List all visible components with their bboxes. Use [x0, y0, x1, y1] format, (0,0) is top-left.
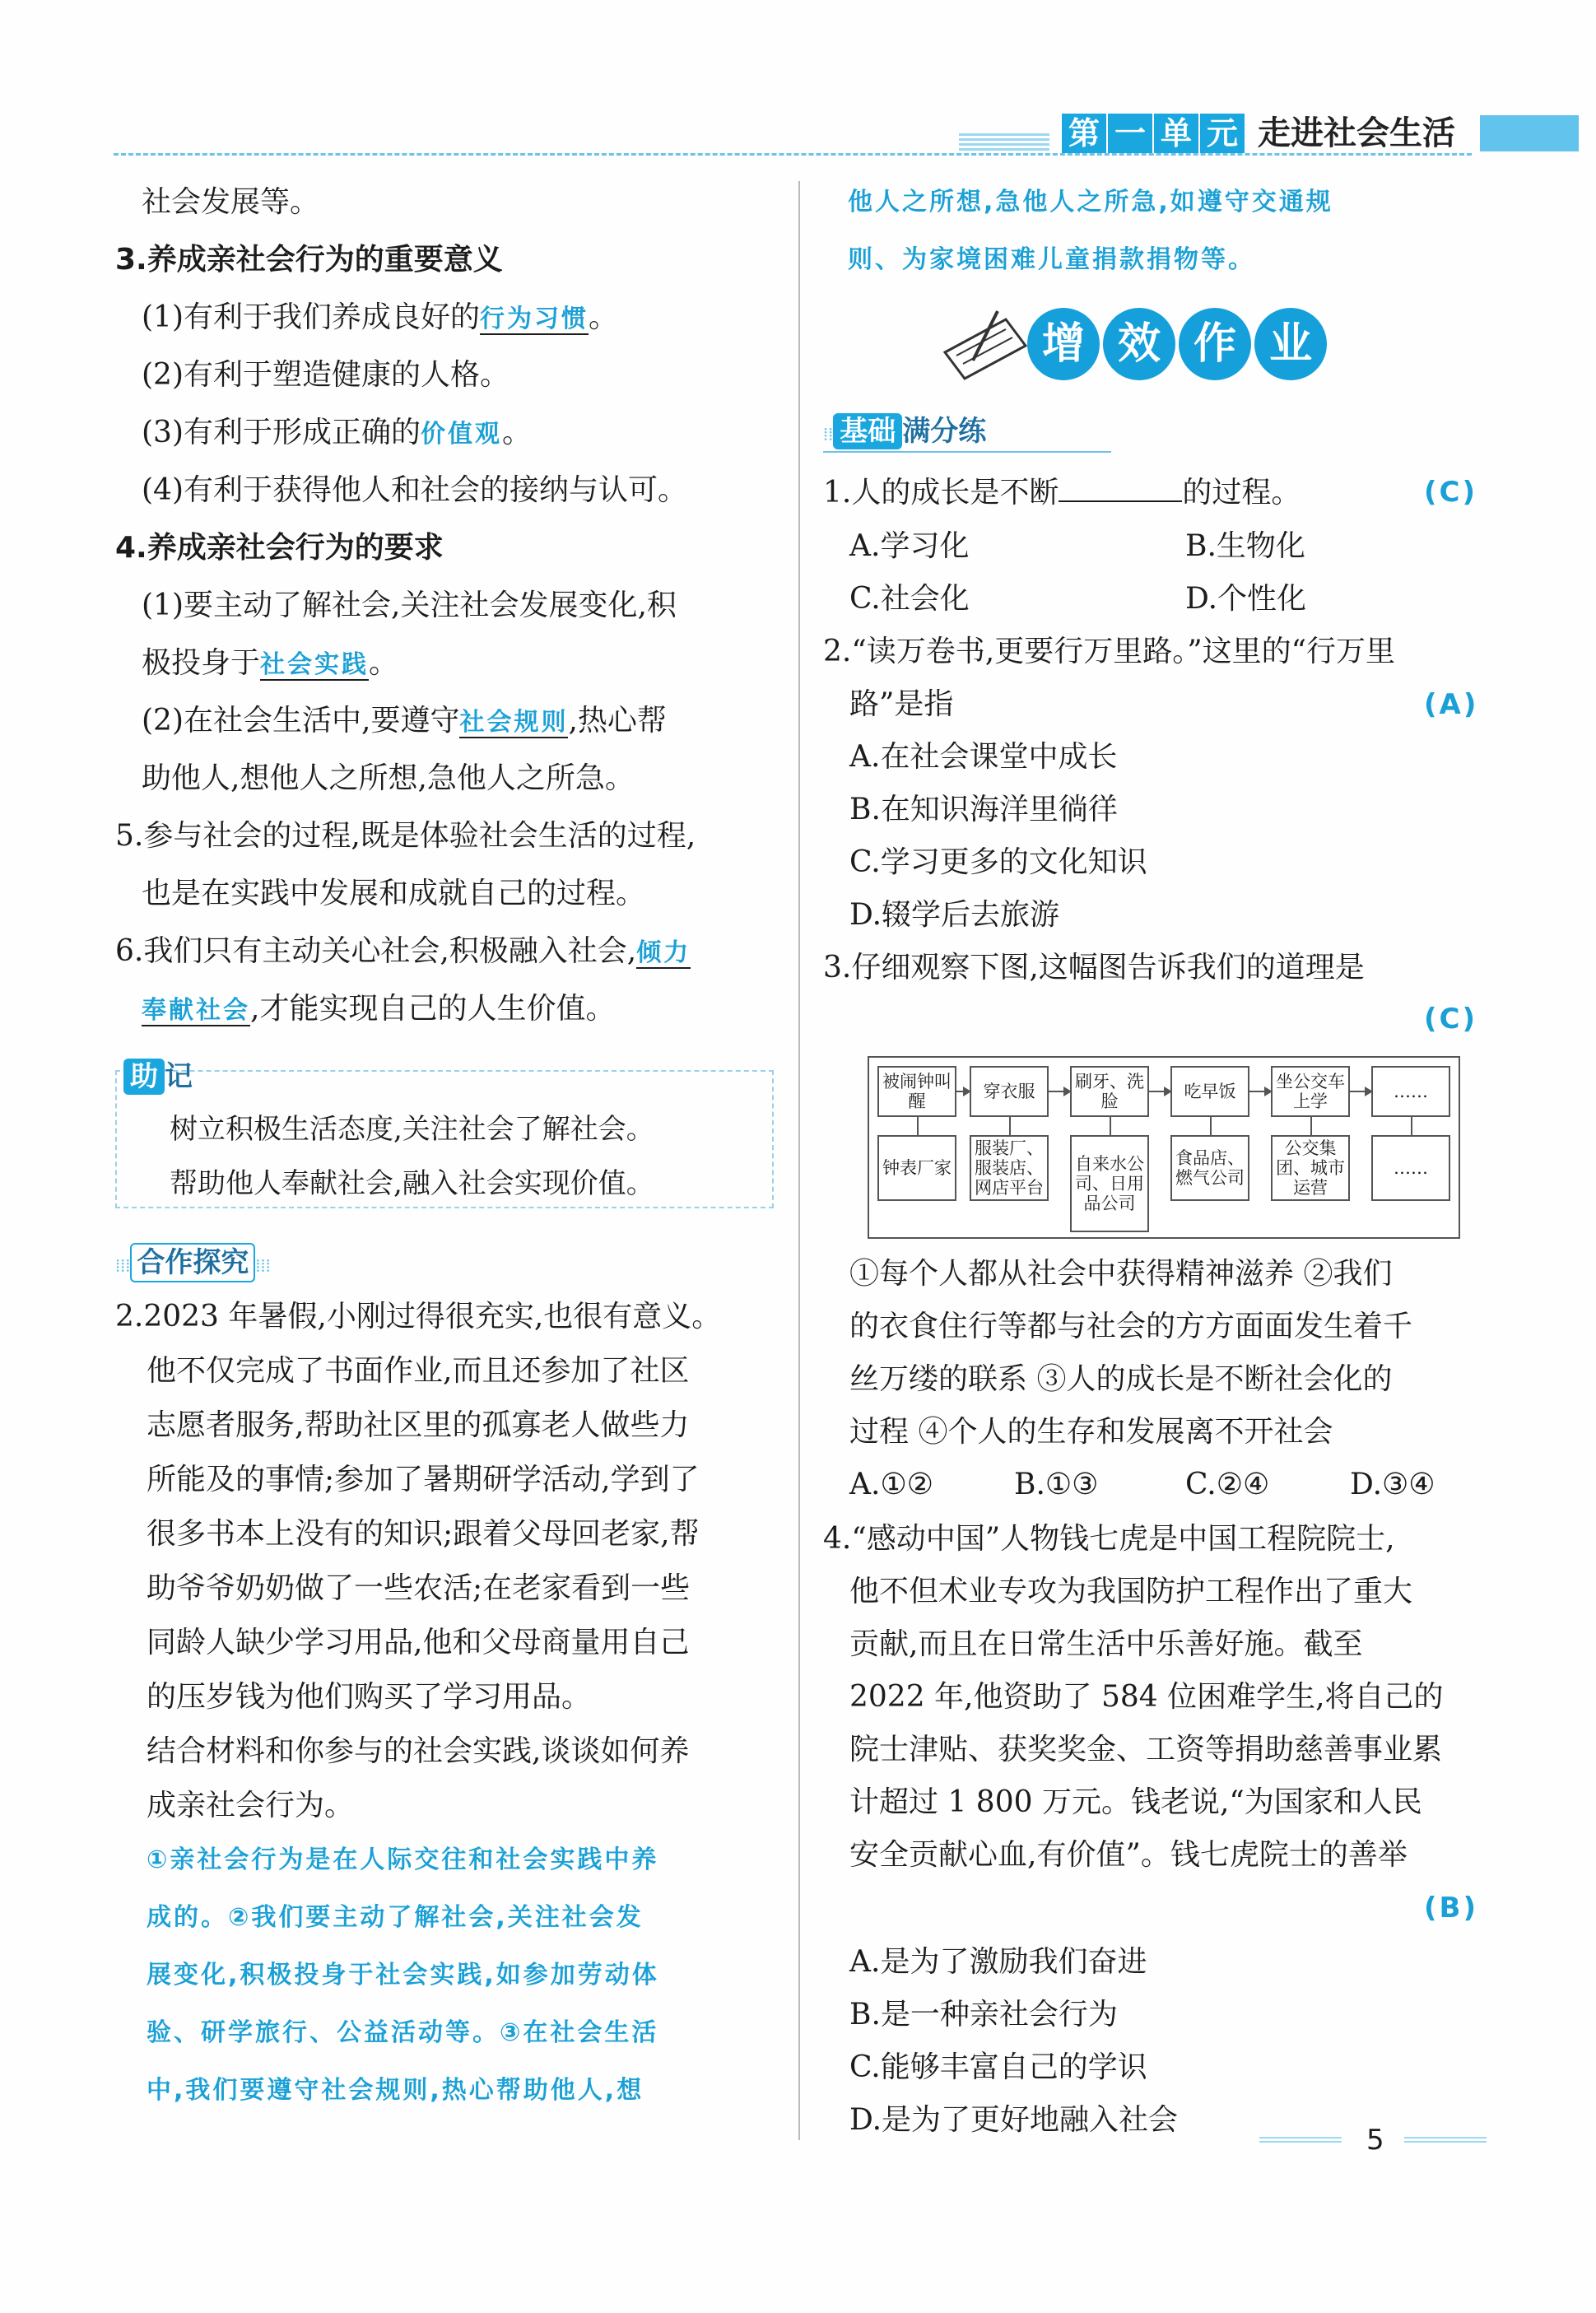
- text-line: 6.我们只有主动关心社会,积极融入社会,倾力: [115, 934, 691, 968]
- question-line: 他不但术业专攻为我国防护工程作出了重大: [849, 1575, 1413, 1608]
- header-stripes: [959, 133, 1049, 151]
- text-line: 助他人,想他人之所想,急他人之所急。: [142, 761, 635, 795]
- statement-line: 丝万缕的联系 ③人的成长是不断社会化的: [849, 1362, 1393, 1396]
- option: D.个性化: [1185, 582, 1307, 616]
- text-line: 极投身于社会实践。: [142, 646, 399, 680]
- text-line: (2)有利于塑造健康的人格。: [142, 358, 510, 392]
- question-line: 志愿者服务,帮助社区里的孤寡老人做些力: [147, 1408, 690, 1442]
- question-stem: 1.人的成长是不断 的过程。: [823, 472, 1301, 513]
- footer-stripes: [1259, 2137, 1342, 2145]
- statement-line: 的衣食住行等都与社会的方方面面发生着千: [849, 1310, 1413, 1343]
- basic-tag-underline: [823, 451, 1111, 453]
- coop-tag: ⁞⁞⁞ 合作探究 ⁞⁞⁞: [115, 1243, 271, 1287]
- statement-line: ①每个人都从社会中获得精神滋养 ②我们: [849, 1257, 1393, 1291]
- text-line: 社会发展等。: [142, 185, 320, 219]
- option: B.生物化: [1185, 529, 1305, 563]
- option: B.在知识海洋里徜徉: [849, 793, 1118, 826]
- flow-step: 坐公交车上学: [1271, 1066, 1350, 1117]
- flow-connector: [1310, 1117, 1312, 1135]
- memo-line: 帮助他人奉献社会,融入社会实现价值。: [170, 1167, 654, 1200]
- handwritten-answer: 社会实践: [260, 650, 370, 679]
- header-block: [1480, 115, 1579, 151]
- option: B.①③: [1014, 1468, 1099, 1501]
- unit-title: 走进社会生活: [1258, 114, 1455, 152]
- flow-step: 穿衣服: [970, 1066, 1049, 1117]
- section-heading: 3.养成亲社会行为的重要意义: [115, 243, 503, 277]
- flowchart: [868, 1056, 1460, 1239]
- question-line: 成亲社会行为。: [147, 1789, 355, 1822]
- text-line: 也是在实践中发展和成就自己的过程。: [142, 877, 646, 910]
- unit-label: 第 一 单 元: [1062, 114, 1246, 153]
- option: A.是为了激励我们奋进: [849, 1945, 1147, 1979]
- text-line: (2)在社会生活中,要遵守社会规则,热心帮: [142, 704, 667, 738]
- question-line: 贡献,而且在日常生活中乐善好施。截至: [849, 1627, 1363, 1661]
- option: D.是为了更好地融入社会: [849, 2103, 1179, 2137]
- question-line: 计超过 1 800 万元。钱老说,“为国家和人民: [849, 1785, 1422, 1819]
- option: C.社会化: [849, 582, 970, 616]
- answer-mark: (C): [1424, 1003, 1478, 1035]
- option: A.学习化: [849, 529, 970, 563]
- flow-connector: [1009, 1117, 1011, 1135]
- handwritten-line: 中,我们要遵守社会规则,热心帮助他人,想: [147, 2076, 644, 2105]
- question-line: 所能及的事情;参加了暑期研学活动,学到了: [147, 1463, 700, 1496]
- handwritten-answer: 行为习惯: [480, 305, 589, 333]
- flow-provider: 钟表厂家: [877, 1135, 956, 1201]
- basic-tag: ⁞⁞ 基础 满分练: [823, 415, 987, 448]
- question-line: 的压岁钱为他们购买了学习用品。: [147, 1680, 592, 1714]
- text-line: 奉献社会,才能实现自己的人生价值。: [142, 992, 616, 1026]
- question-stem: 2.“读万卷书,更要行万里路。”这里的“行万里: [823, 635, 1396, 668]
- footer-stripes: [1404, 2137, 1487, 2145]
- option: B.是一种亲社会行为: [849, 1998, 1118, 2031]
- flow-step: 刷牙、洗脸: [1070, 1066, 1149, 1117]
- option: D.辍学后去旅游: [849, 898, 1060, 932]
- question-line: 很多书本上没有的知识;跟着父母回老家,帮: [147, 1517, 700, 1551]
- statement-line: 过程 ④个人的生存和发展离不开社会: [849, 1415, 1333, 1449]
- header-divider: [114, 153, 1472, 156]
- option: A.在社会课堂中成长: [849, 740, 1118, 774]
- text-line: (1)有利于我们养成良好的行为习惯。: [142, 300, 619, 334]
- handwritten-answer: 倾力: [636, 938, 691, 967]
- handwritten-answer: 价值观: [421, 420, 502, 449]
- handwritten-answer: 社会规则: [459, 708, 569, 737]
- handwritten-line: 他人之所想,急他人之所急,如遵守交通规: [848, 188, 1333, 216]
- question-stem: 3.仔细观察下图,这幅图告诉我们的道理是: [823, 951, 1365, 984]
- handwritten-line: 成的。②我们要主动了解社会,关注社会发: [147, 1903, 644, 1932]
- pen-paper-icon: [940, 303, 1031, 385]
- answer-mark: (C): [1424, 476, 1478, 509]
- flow-arrow: [1149, 1091, 1170, 1092]
- answer-mark: (B): [1424, 1892, 1478, 1924]
- section-banner: 增 效 作 业: [945, 303, 1332, 385]
- handwritten-line: 展变化,积极投身于社会实践,如参加劳动体: [147, 1961, 659, 1990]
- option: C.②④: [1185, 1468, 1270, 1501]
- flow-connector: [1110, 1117, 1111, 1135]
- flow-provider: 服装厂、服装店、网店平台: [970, 1135, 1049, 1201]
- handwritten-line: 验、研学旅行、公益活动等。③在社会生活: [147, 2018, 659, 2047]
- handwritten-line: ①亲社会行为是在人际交往和社会实践中养: [147, 1845, 659, 1874]
- flow-connector: [1411, 1117, 1412, 1135]
- flow-arrow: [1049, 1091, 1070, 1092]
- flow-arrow: [1350, 1091, 1371, 1092]
- question-stem: 路”是指: [849, 687, 954, 721]
- page-number: 5: [1366, 2124, 1384, 2157]
- question-line: 2.2023 年暑假,小刚过得很充实,也很有意义。: [115, 1300, 722, 1333]
- flow-step: ……: [1371, 1066, 1450, 1117]
- memo-tag: 助 记: [123, 1057, 193, 1096]
- option: C.能够丰富自己的学识: [849, 2050, 1147, 2084]
- flow-arrow: [956, 1091, 970, 1092]
- flow-provider: ……: [1371, 1135, 1450, 1201]
- answer-mark: (A): [1424, 688, 1479, 721]
- flow-step: 被闹钟叫醒: [877, 1066, 956, 1117]
- question-line: 4.“感动中国”人物钱七虎是中国工程院院士,: [823, 1522, 1395, 1556]
- question-line: 助爷爷奶奶做了一些农活;在老家看到一些: [147, 1571, 691, 1605]
- option: A.①②: [849, 1468, 933, 1501]
- question-line: 结合材料和你参与的社会实践,谈谈如何养: [147, 1734, 690, 1768]
- memo-line: 树立积极生活态度,关注社会了解社会。: [170, 1113, 654, 1146]
- section-heading: 4.养成亲社会行为的要求: [115, 531, 444, 565]
- column-divider: [798, 181, 800, 2140]
- question-line: 他不仅完成了书面作业,而且还参加了社区: [147, 1354, 690, 1388]
- flow-provider: 食品店、燃气公司: [1170, 1135, 1249, 1201]
- text-line: (3)有利于形成正确的价值观。: [142, 416, 533, 449]
- text-line: (1)要主动了解社会,关注社会发展变化,积: [142, 589, 677, 622]
- option: C.学习更多的文化知识: [849, 845, 1147, 879]
- flow-connector: [1210, 1117, 1212, 1135]
- flow-provider: 公交集团、城市运营: [1271, 1135, 1350, 1201]
- text-line: (4)有利于获得他人和社会的接纳与认可。: [142, 473, 687, 507]
- question-line: 院士津贴、获奖奖金、工资等捐助慈善事业累: [849, 1733, 1443, 1766]
- text-line: 5.参与社会的过程,既是体验社会生活的过程,: [115, 819, 696, 853]
- flow-arrow: [1249, 1091, 1271, 1092]
- flow-provider: 自来水公司、日用品公司: [1070, 1135, 1149, 1232]
- option: D.③④: [1350, 1468, 1435, 1501]
- handwritten-answer: 奉献社会: [142, 996, 250, 1025]
- question-line: 2022 年,他资助了 584 位困难学生,将自己的: [849, 1680, 1444, 1714]
- flow-connector: [917, 1117, 919, 1135]
- question-line: 安全贡献心血,有价值”。钱七虎院士的善举: [849, 1838, 1408, 1872]
- question-line: 同龄人缺少学习用品,他和父母商量用自己: [147, 1626, 690, 1659]
- handwritten-line: 则、为家境困难儿童捐款捐物等。: [848, 245, 1255, 274]
- flow-step: 吃早饭: [1170, 1066, 1249, 1117]
